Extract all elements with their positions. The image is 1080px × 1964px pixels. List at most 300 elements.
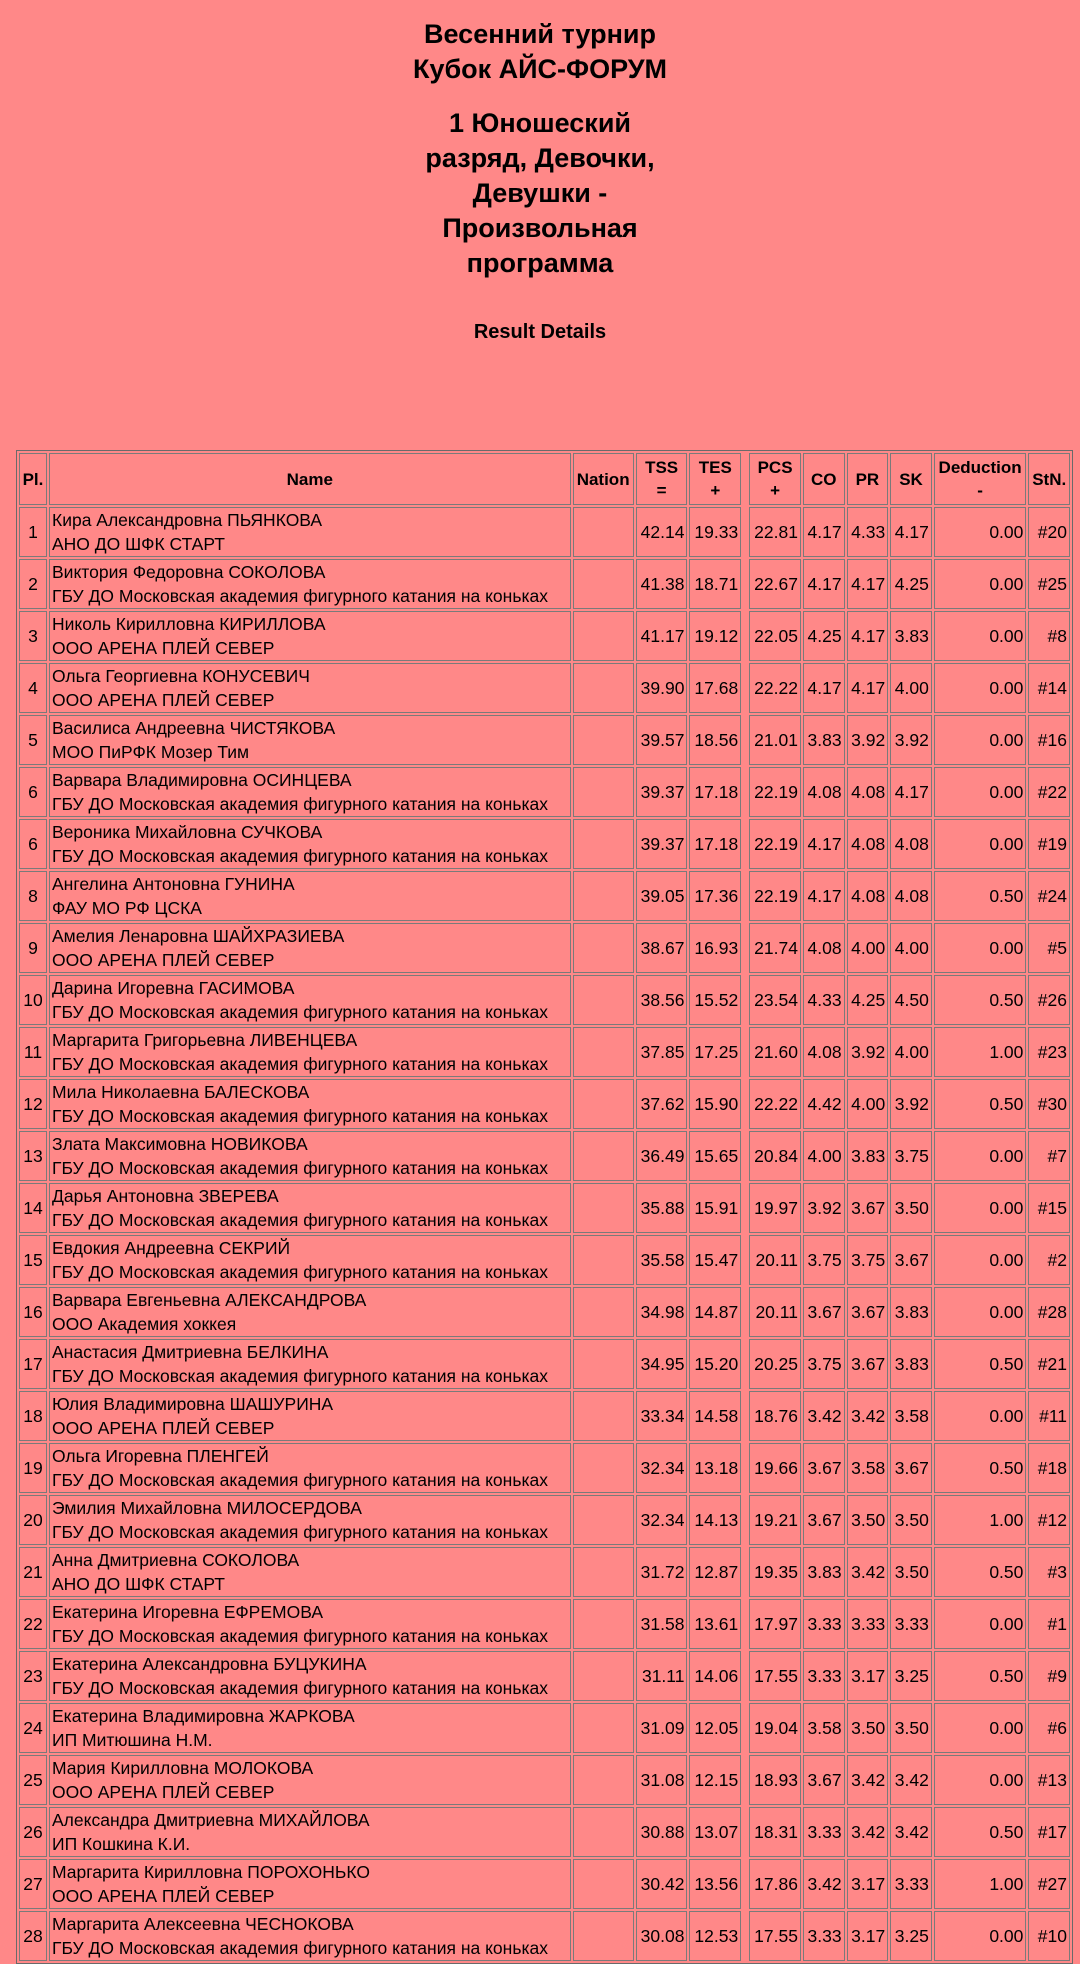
sk-cell: 3.83 xyxy=(890,1339,932,1389)
column-gap xyxy=(743,1911,747,1961)
deduction-cell: 0.00 xyxy=(934,819,1027,869)
column-gap xyxy=(743,1495,747,1545)
skater-name: Евдокия Андреевна СЕКРИЙ xyxy=(52,1238,291,1258)
pcs-cell: 22.19 xyxy=(749,871,801,921)
table-row xyxy=(19,507,1070,557)
skater-name-cell xyxy=(49,1079,571,1129)
pr-cell: 3.17 xyxy=(847,1651,889,1701)
deduction-cell: 0.50 xyxy=(934,975,1027,1025)
pr-cell: 3.67 xyxy=(847,1287,889,1337)
start-number-cell: #2 xyxy=(1028,1235,1070,1285)
tss-cell: 31.11 xyxy=(636,1651,688,1701)
start-number-cell: #12 xyxy=(1028,1495,1070,1545)
pr-cell: 3.67 xyxy=(847,1339,889,1389)
sk-cell: 4.00 xyxy=(890,1027,932,1077)
placement-cell: 10 xyxy=(19,975,47,1025)
column-gap xyxy=(743,715,747,765)
co-cell: 4.08 xyxy=(803,767,845,817)
placement-cell: 1 xyxy=(19,507,47,557)
tes-cell: 15.47 xyxy=(689,1235,741,1285)
pr-cell: 4.17 xyxy=(847,611,889,661)
deduction-cell: 0.00 xyxy=(934,767,1027,817)
col-tss-sign: = xyxy=(656,481,667,500)
column-gap xyxy=(743,923,747,973)
skater-name-cell xyxy=(49,1703,571,1753)
club-name: ГБУ ДО Московская академия фигурного катания на коньках xyxy=(52,1158,548,1178)
tes-cell: 15.20 xyxy=(689,1339,741,1389)
club-name: ООО АРЕНА ПЛЕЙ СЕВЕР xyxy=(52,950,275,970)
skater-name: Екатерина Владимировна ЖАРКОВА xyxy=(52,1706,355,1726)
pr-cell: 3.92 xyxy=(847,715,889,765)
tes-cell: 14.87 xyxy=(689,1287,741,1337)
sk-cell: 3.92 xyxy=(890,715,932,765)
tes-cell: 17.25 xyxy=(689,1027,741,1077)
nation-cell xyxy=(573,1287,634,1337)
placement-cell: 25 xyxy=(19,1755,47,1805)
tss-cell: 31.72 xyxy=(636,1547,688,1597)
club-name: АНО ДО ШФК СТАРТ xyxy=(52,1574,225,1594)
club-name: ГБУ ДО Московская академия фигурного катания на коньках xyxy=(52,1210,548,1230)
table-row xyxy=(19,1183,1070,1233)
nation-cell xyxy=(573,871,634,921)
tes-cell: 17.18 xyxy=(689,767,741,817)
skater-name: Василиса Андреевна ЧИСТЯКОВА xyxy=(52,718,336,738)
club-name: ГБУ ДО Московская академия фигурного катания на коньках xyxy=(52,1054,548,1074)
table-row xyxy=(19,1859,1070,1909)
tes-cell: 18.56 xyxy=(689,715,741,765)
club-name: МОО ПиРФК Мозер Тим xyxy=(52,742,250,762)
tss-cell: 36.49 xyxy=(636,1131,688,1181)
column-gap xyxy=(743,611,747,661)
deduction-cell: 0.50 xyxy=(934,1079,1027,1129)
start-number-cell: #13 xyxy=(1028,1755,1070,1805)
placement-cell: 24 xyxy=(19,1703,47,1753)
pcs-cell: 18.76 xyxy=(749,1391,801,1441)
deduction-cell: 0.00 xyxy=(934,611,1027,661)
tes-cell: 14.06 xyxy=(689,1651,741,1701)
table-row xyxy=(19,819,1070,869)
pcs-cell: 20.84 xyxy=(749,1131,801,1181)
skater-name-cell xyxy=(49,1287,571,1337)
co-cell: 4.00 xyxy=(803,1131,845,1181)
pcs-cell: 22.67 xyxy=(749,559,801,609)
nation-cell xyxy=(573,559,634,609)
sk-cell: 4.00 xyxy=(890,923,932,973)
start-number-cell: #15 xyxy=(1028,1183,1070,1233)
club-name: ГБУ ДО Московская академия фигурного катания на коньках xyxy=(52,846,548,866)
sk-cell: 3.83 xyxy=(890,611,932,661)
skater-name-cell xyxy=(49,1183,571,1233)
pr-cell: 4.17 xyxy=(847,559,889,609)
start-number-cell: #20 xyxy=(1028,507,1070,557)
co-cell: 4.17 xyxy=(803,819,845,869)
tes-cell: 13.07 xyxy=(689,1807,741,1857)
title-block xyxy=(410,0,670,281)
placement-cell: 23 xyxy=(19,1651,47,1701)
sk-cell: 3.50 xyxy=(890,1703,932,1753)
tss-cell: 39.90 xyxy=(636,663,688,713)
deduction-cell: 0.00 xyxy=(934,663,1027,713)
skater-name-cell xyxy=(49,1443,571,1493)
placement-cell: 22 xyxy=(19,1599,47,1649)
tss-cell: 31.08 xyxy=(636,1755,688,1805)
placement-cell: 27 xyxy=(19,1859,47,1909)
col-co-header: CO xyxy=(803,453,845,505)
tss-cell: 37.85 xyxy=(636,1027,688,1077)
pr-cell: 3.92 xyxy=(847,1027,889,1077)
co-cell: 3.83 xyxy=(803,715,845,765)
deduction-cell: 0.00 xyxy=(934,1755,1027,1805)
placement-cell: 26 xyxy=(19,1807,47,1857)
table-row xyxy=(19,1599,1070,1649)
pr-cell: 4.08 xyxy=(847,819,889,869)
result-details-heading: Result Details xyxy=(473,321,607,343)
skater-name: Вероника Михайловна СУЧКОВА xyxy=(52,822,323,842)
skater-name-cell xyxy=(49,611,571,661)
pr-cell: 4.00 xyxy=(847,1079,889,1129)
pr-cell: 4.08 xyxy=(847,871,889,921)
placement-cell: 4 xyxy=(19,663,47,713)
nation-cell xyxy=(573,1131,634,1181)
col-tes-sign: + xyxy=(710,481,721,500)
pcs-cell: 20.11 xyxy=(749,1235,801,1285)
table-row xyxy=(19,1131,1070,1181)
club-name: ГБУ ДО Московская академия фигурного катания на коньках xyxy=(52,1002,548,1022)
column-gap xyxy=(743,1807,747,1857)
sk-cell: 3.92 xyxy=(890,1079,932,1129)
tes-cell: 15.91 xyxy=(689,1183,741,1233)
table-row xyxy=(19,767,1070,817)
pr-cell: 4.25 xyxy=(847,975,889,1025)
tss-cell: 30.08 xyxy=(636,1911,688,1961)
skater-name: Дарья Антоновна ЗВЕРЕВА xyxy=(52,1186,279,1206)
table-row xyxy=(19,1079,1070,1129)
nation-cell xyxy=(573,767,634,817)
skater-name-cell xyxy=(49,767,571,817)
skater-name-cell xyxy=(49,507,571,557)
pr-cell: 3.42 xyxy=(847,1755,889,1805)
start-number-cell: #19 xyxy=(1028,819,1070,869)
column-gap xyxy=(743,1079,747,1129)
pr-cell: 3.58 xyxy=(847,1443,889,1493)
club-name: ООО АРЕНА ПЛЕЙ СЕВЕР xyxy=(52,1418,275,1438)
tss-cell: 37.62 xyxy=(636,1079,688,1129)
skater-name-cell xyxy=(49,1027,571,1077)
club-name: ООО АРЕНА ПЛЕЙ СЕВЕР xyxy=(52,1782,275,1802)
col-stn-header: StN. xyxy=(1028,453,1070,505)
sk-cell: 4.50 xyxy=(890,975,932,1025)
club-name: ГБУ ДО Московская академия фигурного катания на коньках xyxy=(52,1522,548,1542)
start-number-cell: #8 xyxy=(1028,611,1070,661)
deduction-cell: 1.00 xyxy=(934,1495,1027,1545)
pcs-cell: 22.22 xyxy=(749,1079,801,1129)
pcs-cell: 19.66 xyxy=(749,1443,801,1493)
skater-name: Виктория Федоровна СОКОЛОВА xyxy=(52,562,326,582)
col-sk-header: SK xyxy=(890,453,932,505)
column-gap xyxy=(743,507,747,557)
table-row xyxy=(19,1911,1070,1961)
table-row xyxy=(19,1807,1070,1857)
start-number-cell: #5 xyxy=(1028,923,1070,973)
club-name: ООО АРЕНА ПЛЕЙ СЕВЕР xyxy=(52,1886,275,1906)
table-row xyxy=(19,611,1070,661)
column-gap xyxy=(743,1599,747,1649)
column-gap xyxy=(743,767,747,817)
skater-name: Варвара Владимировна ОСИНЦЕВА xyxy=(52,770,352,790)
skater-name: Кира Александровна ПЬЯНКОВА xyxy=(52,510,323,530)
start-number-cell: #23 xyxy=(1028,1027,1070,1077)
co-cell: 4.17 xyxy=(803,663,845,713)
nation-cell xyxy=(573,1651,634,1701)
sk-cell: 3.67 xyxy=(890,1235,932,1285)
table-row xyxy=(19,663,1070,713)
start-number-cell: #6 xyxy=(1028,1703,1070,1753)
nation-cell xyxy=(573,1235,634,1285)
placement-cell: 13 xyxy=(19,1131,47,1181)
pr-cell: 3.42 xyxy=(847,1807,889,1857)
co-cell: 3.75 xyxy=(803,1235,845,1285)
col-tss-header xyxy=(636,453,688,505)
deduction-cell: 0.00 xyxy=(934,1235,1027,1285)
col-tss-label: TSS xyxy=(645,458,679,477)
col-name-header: Name xyxy=(49,453,571,505)
pcs-cell: 22.05 xyxy=(749,611,801,661)
skater-name-cell xyxy=(49,715,571,765)
nation-cell xyxy=(573,923,634,973)
tes-cell: 17.68 xyxy=(689,663,741,713)
column-gap xyxy=(743,975,747,1025)
club-name: ГБУ ДО Московская академия фигурного катания на коньках xyxy=(52,1106,548,1126)
start-number-cell: #9 xyxy=(1028,1651,1070,1701)
pr-cell: 4.17 xyxy=(847,663,889,713)
start-number-cell: #17 xyxy=(1028,1807,1070,1857)
co-cell: 4.08 xyxy=(803,1027,845,1077)
column-gap xyxy=(743,1703,747,1753)
placement-cell: 17 xyxy=(19,1339,47,1389)
pr-cell: 3.83 xyxy=(847,1131,889,1181)
start-number-cell: #10 xyxy=(1028,1911,1070,1961)
start-number-cell: #14 xyxy=(1028,663,1070,713)
pcs-cell: 22.22 xyxy=(749,663,801,713)
deduction-cell: 0.50 xyxy=(934,871,1027,921)
deduction-cell: 0.00 xyxy=(934,923,1027,973)
skater-name: Дарина Игоревна ГАСИМОВА xyxy=(52,978,295,998)
nation-cell xyxy=(573,1027,634,1077)
pcs-cell: 19.97 xyxy=(749,1183,801,1233)
pcs-cell: 22.81 xyxy=(749,507,801,557)
tes-cell: 12.87 xyxy=(689,1547,741,1597)
club-name: ГБУ ДО Московская академия фигурного катания на коньках xyxy=(52,1262,548,1282)
tes-cell: 13.18 xyxy=(689,1443,741,1493)
sk-cell: 3.25 xyxy=(890,1911,932,1961)
column-gap xyxy=(743,1755,747,1805)
club-name: ГБУ ДО Московская академия фигурного катания на коньках xyxy=(52,1678,548,1698)
skater-name-cell xyxy=(49,819,571,869)
tss-cell: 30.88 xyxy=(636,1807,688,1857)
sk-cell: 3.83 xyxy=(890,1287,932,1337)
skater-name: Николь Кирилловна КИРИЛЛОВА xyxy=(52,614,326,634)
table-row xyxy=(19,1703,1070,1753)
deduction-cell: 0.50 xyxy=(934,1339,1027,1389)
column-gap xyxy=(743,1443,747,1493)
skater-name-cell xyxy=(49,1131,571,1181)
club-name: ООО АРЕНА ПЛЕЙ СЕВЕР xyxy=(52,638,275,658)
club-name: ГБУ ДО Московская академия фигурного катания на коньках xyxy=(52,1366,548,1386)
tes-cell: 15.65 xyxy=(689,1131,741,1181)
skater-name-cell xyxy=(49,1547,571,1597)
pr-cell: 3.50 xyxy=(847,1495,889,1545)
col-deduction-label: Deduction xyxy=(938,458,1022,477)
pr-cell: 3.17 xyxy=(847,1911,889,1961)
co-cell: 4.17 xyxy=(803,559,845,609)
pcs-cell: 20.11 xyxy=(749,1287,801,1337)
table-row xyxy=(19,1391,1070,1441)
skater-name: Маргарита Алексеевна ЧЕСНОКОВА xyxy=(52,1914,354,1934)
skater-name: Юлия Владимировна ШАШУРИНА xyxy=(52,1394,334,1414)
placement-cell: 5 xyxy=(19,715,47,765)
column-gap xyxy=(743,1287,747,1337)
skater-name-cell xyxy=(49,1911,571,1961)
table-row xyxy=(19,1235,1070,1285)
skater-name: Эмилия Михайловна МИЛОСЕРДОВА xyxy=(52,1498,362,1518)
co-cell: 3.92 xyxy=(803,1183,845,1233)
deduction-cell: 0.00 xyxy=(934,1183,1027,1233)
pr-cell: 3.42 xyxy=(847,1391,889,1441)
co-cell: 3.33 xyxy=(803,1599,845,1649)
deduction-cell: 0.00 xyxy=(934,1287,1027,1337)
deduction-cell: 0.00 xyxy=(934,1131,1027,1181)
table-row xyxy=(19,1547,1070,1597)
sk-cell: 3.58 xyxy=(890,1391,932,1441)
skater-name: Ольга Игоревна ПЛЕНГЕЙ xyxy=(52,1446,269,1466)
tes-cell: 18.71 xyxy=(689,559,741,609)
tes-cell: 13.61 xyxy=(689,1599,741,1649)
table-row xyxy=(19,559,1070,609)
tes-cell: 12.53 xyxy=(689,1911,741,1961)
start-number-cell: #3 xyxy=(1028,1547,1070,1597)
start-number-cell: #27 xyxy=(1028,1859,1070,1909)
deduction-cell: 0.00 xyxy=(934,1911,1027,1961)
start-number-cell: #30 xyxy=(1028,1079,1070,1129)
tes-cell: 17.36 xyxy=(689,871,741,921)
co-cell: 3.42 xyxy=(803,1391,845,1441)
placement-cell: 9 xyxy=(19,923,47,973)
tss-cell: 30.42 xyxy=(636,1859,688,1909)
tss-cell: 42.14 xyxy=(636,507,688,557)
placement-cell: 21 xyxy=(19,1547,47,1597)
start-number-cell: #7 xyxy=(1028,1131,1070,1181)
co-cell: 4.25 xyxy=(803,611,845,661)
nation-cell xyxy=(573,1339,634,1389)
sk-cell: 3.42 xyxy=(890,1807,932,1857)
deduction-cell: 0.00 xyxy=(934,715,1027,765)
table-row xyxy=(19,1495,1070,1545)
tss-cell: 34.98 xyxy=(636,1287,688,1337)
co-cell: 3.33 xyxy=(803,1651,845,1701)
pr-cell: 3.33 xyxy=(847,1599,889,1649)
tss-cell: 33.34 xyxy=(636,1391,688,1441)
skater-name-cell xyxy=(49,1391,571,1441)
placement-cell: 19 xyxy=(19,1443,47,1493)
column-gap xyxy=(743,663,747,713)
deduction-cell: 0.50 xyxy=(934,1547,1027,1597)
nation-cell xyxy=(573,663,634,713)
pcs-cell: 18.93 xyxy=(749,1755,801,1805)
skater-name: Ольга Георгиевна КОНУСЕВИЧ xyxy=(52,666,310,686)
column-gap xyxy=(743,1183,747,1233)
table-row xyxy=(19,975,1070,1025)
skater-name: Екатерина Александровна БУЦУКИНА xyxy=(52,1654,367,1674)
pcs-cell: 17.55 xyxy=(749,1911,801,1961)
deduction-cell: 0.50 xyxy=(934,1443,1027,1493)
tss-cell: 35.58 xyxy=(636,1235,688,1285)
club-name: ГБУ ДО Московская академия фигурного катания на коньках xyxy=(52,794,548,814)
pcs-cell: 19.35 xyxy=(749,1547,801,1597)
club-name: АНО ДО ШФК СТАРТ xyxy=(52,534,225,554)
category-title: 1 Юношеский разряд, Девочки, Девушки - Произвольная программа xyxy=(425,108,655,278)
nation-cell xyxy=(573,1391,634,1441)
nation-cell xyxy=(573,1911,634,1961)
tes-cell: 17.18 xyxy=(689,819,741,869)
tss-cell: 41.38 xyxy=(636,559,688,609)
co-cell: 4.08 xyxy=(803,923,845,973)
pcs-cell: 21.60 xyxy=(749,1027,801,1077)
sk-cell: 4.17 xyxy=(890,507,932,557)
event-title: Весенний турнир Кубок АЙС-ФОРУМ xyxy=(412,19,668,84)
pcs-cell: 20.25 xyxy=(749,1339,801,1389)
skater-name: Ангелина Антоновна ГУНИНА xyxy=(52,874,295,894)
tss-cell: 39.05 xyxy=(636,871,688,921)
tes-cell: 14.13 xyxy=(689,1495,741,1545)
nation-cell xyxy=(573,1079,634,1129)
pr-cell: 4.00 xyxy=(847,923,889,973)
club-name: ИП Митюшина Н.М. xyxy=(52,1730,213,1750)
column-gap xyxy=(743,559,747,609)
deduction-cell: 1.00 xyxy=(934,1027,1027,1077)
placement-cell: 6 xyxy=(19,767,47,817)
deduction-cell: 0.00 xyxy=(934,1703,1027,1753)
skater-name: Анастасия Дмитриевна БЕЛКИНА xyxy=(52,1342,329,1362)
skater-name-cell xyxy=(49,923,571,973)
sk-cell: 3.50 xyxy=(890,1183,932,1233)
column-gap xyxy=(743,1651,747,1701)
skater-name: Маргарита Григорьевна ЛИВЕНЦЕВА xyxy=(52,1030,358,1050)
nation-cell xyxy=(573,975,634,1025)
tes-cell: 16.93 xyxy=(689,923,741,973)
start-number-cell: #28 xyxy=(1028,1287,1070,1337)
club-name: ГБУ ДО Московская академия фигурного катания на коньках xyxy=(52,1938,548,1958)
table-row xyxy=(19,871,1070,921)
placement-cell: 15 xyxy=(19,1235,47,1285)
table-row xyxy=(19,1755,1070,1805)
co-cell: 3.67 xyxy=(803,1755,845,1805)
nation-cell xyxy=(573,1547,634,1597)
tss-cell: 41.17 xyxy=(636,611,688,661)
start-number-cell: #25 xyxy=(1028,559,1070,609)
skater-name-cell xyxy=(49,1859,571,1909)
deduction-cell: 1.00 xyxy=(934,1859,1027,1909)
col-tes-label: TES xyxy=(698,458,732,477)
nation-cell xyxy=(573,1859,634,1909)
tss-cell: 39.37 xyxy=(636,819,688,869)
skater-name-cell xyxy=(49,1495,571,1545)
pr-cell: 3.75 xyxy=(847,1235,889,1285)
pcs-cell: 23.54 xyxy=(749,975,801,1025)
sk-cell: 3.25 xyxy=(890,1651,932,1701)
nation-cell xyxy=(573,1755,634,1805)
tes-cell: 15.90 xyxy=(689,1079,741,1129)
placement-cell: 3 xyxy=(19,611,47,661)
